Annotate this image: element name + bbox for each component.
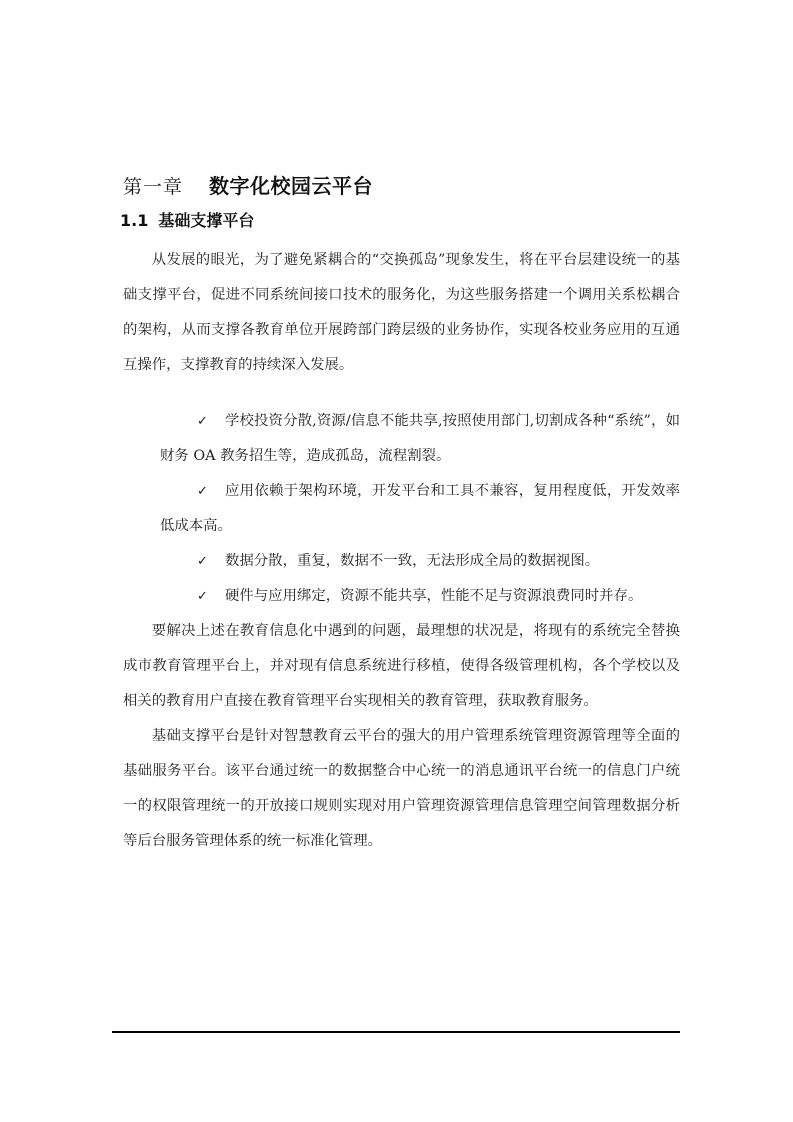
- issues-checklist: [123, 404, 680, 614]
- paragraph-solution: 要解决上述在教育信息化中遇到的问题，最理想的状况是，将现有的系统完全替换成市教育管理平台上，并对现有信息系统进行移植，使得各级管理机构，各个学校以及相关的教育用户直接在教育管理平台实现相关的教育管理，获取教育服务。: [123, 623, 680, 709]
- list-item-text: 应用依赖于架构环境，开发平台和工具不兼容，复用程度低，开发效率低成本高。: [160, 483, 680, 534]
- paragraph-platform: 基础支撑平台是针对智慧教育云平台的强大的用户管理系统管理资源管理等全面的基础服务平台。该平台通过统一的数据整合中心统一的消息通讯平台统一的信息门户统一的权限管理统一的开放接口规则实现对用户管理资源管理信息管理空间管理数据分析等后台服务管理体系的统一标准化管理。: [123, 728, 680, 849]
- list-item: [160, 404, 680, 474]
- check-icon: ✓: [197, 554, 208, 569]
- check-icon: ✓: [197, 589, 208, 604]
- check-icon: ✓: [197, 484, 208, 499]
- list-item: [160, 544, 680, 579]
- chapter-title: 数字化校园云平台: [209, 174, 374, 199]
- spacer: [123, 383, 680, 404]
- list-item-text: 数据分散，重复，数据不一致，无法形成全局的数据视图。: [225, 553, 600, 569]
- section-heading: [120, 211, 680, 232]
- footer-separator: [112, 1031, 680, 1033]
- list-item: [160, 474, 680, 544]
- chapter-heading: [123, 163, 683, 201]
- paragraph-intro: 从发展的眼光，为了避免紧耦合的“交换孤岛”现象发生，将在平台层建设统一的基础支撑平台，促进不同系统间接口技术的服务化，为这些服务搭建一个调用关系松耦合的架构，从而支撑各教育单位开展跨部门跨层级的业务协作，实现各校业务应用的互通互操作，支撑教育的持续深入发展。: [123, 252, 680, 373]
- list-item-text: 学校投资分散,资源/信息不能共享,按照使用部门,切割成各种“系统”，如财务 OA 教务招生等，造成孤岛，流程割裂。: [160, 413, 680, 464]
- document-body: [123, 243, 680, 859]
- check-icon: ✓: [197, 414, 208, 429]
- list-item: [160, 579, 680, 614]
- list-item-text: 硬件与应用绑定，资源不能共享，性能不足与资源浪费同时并存。: [225, 588, 643, 604]
- chapter-number: 第一章: [123, 176, 184, 199]
- section-number: 1.1: [120, 211, 149, 231]
- section-title: 基础支撑平台: [158, 211, 255, 231]
